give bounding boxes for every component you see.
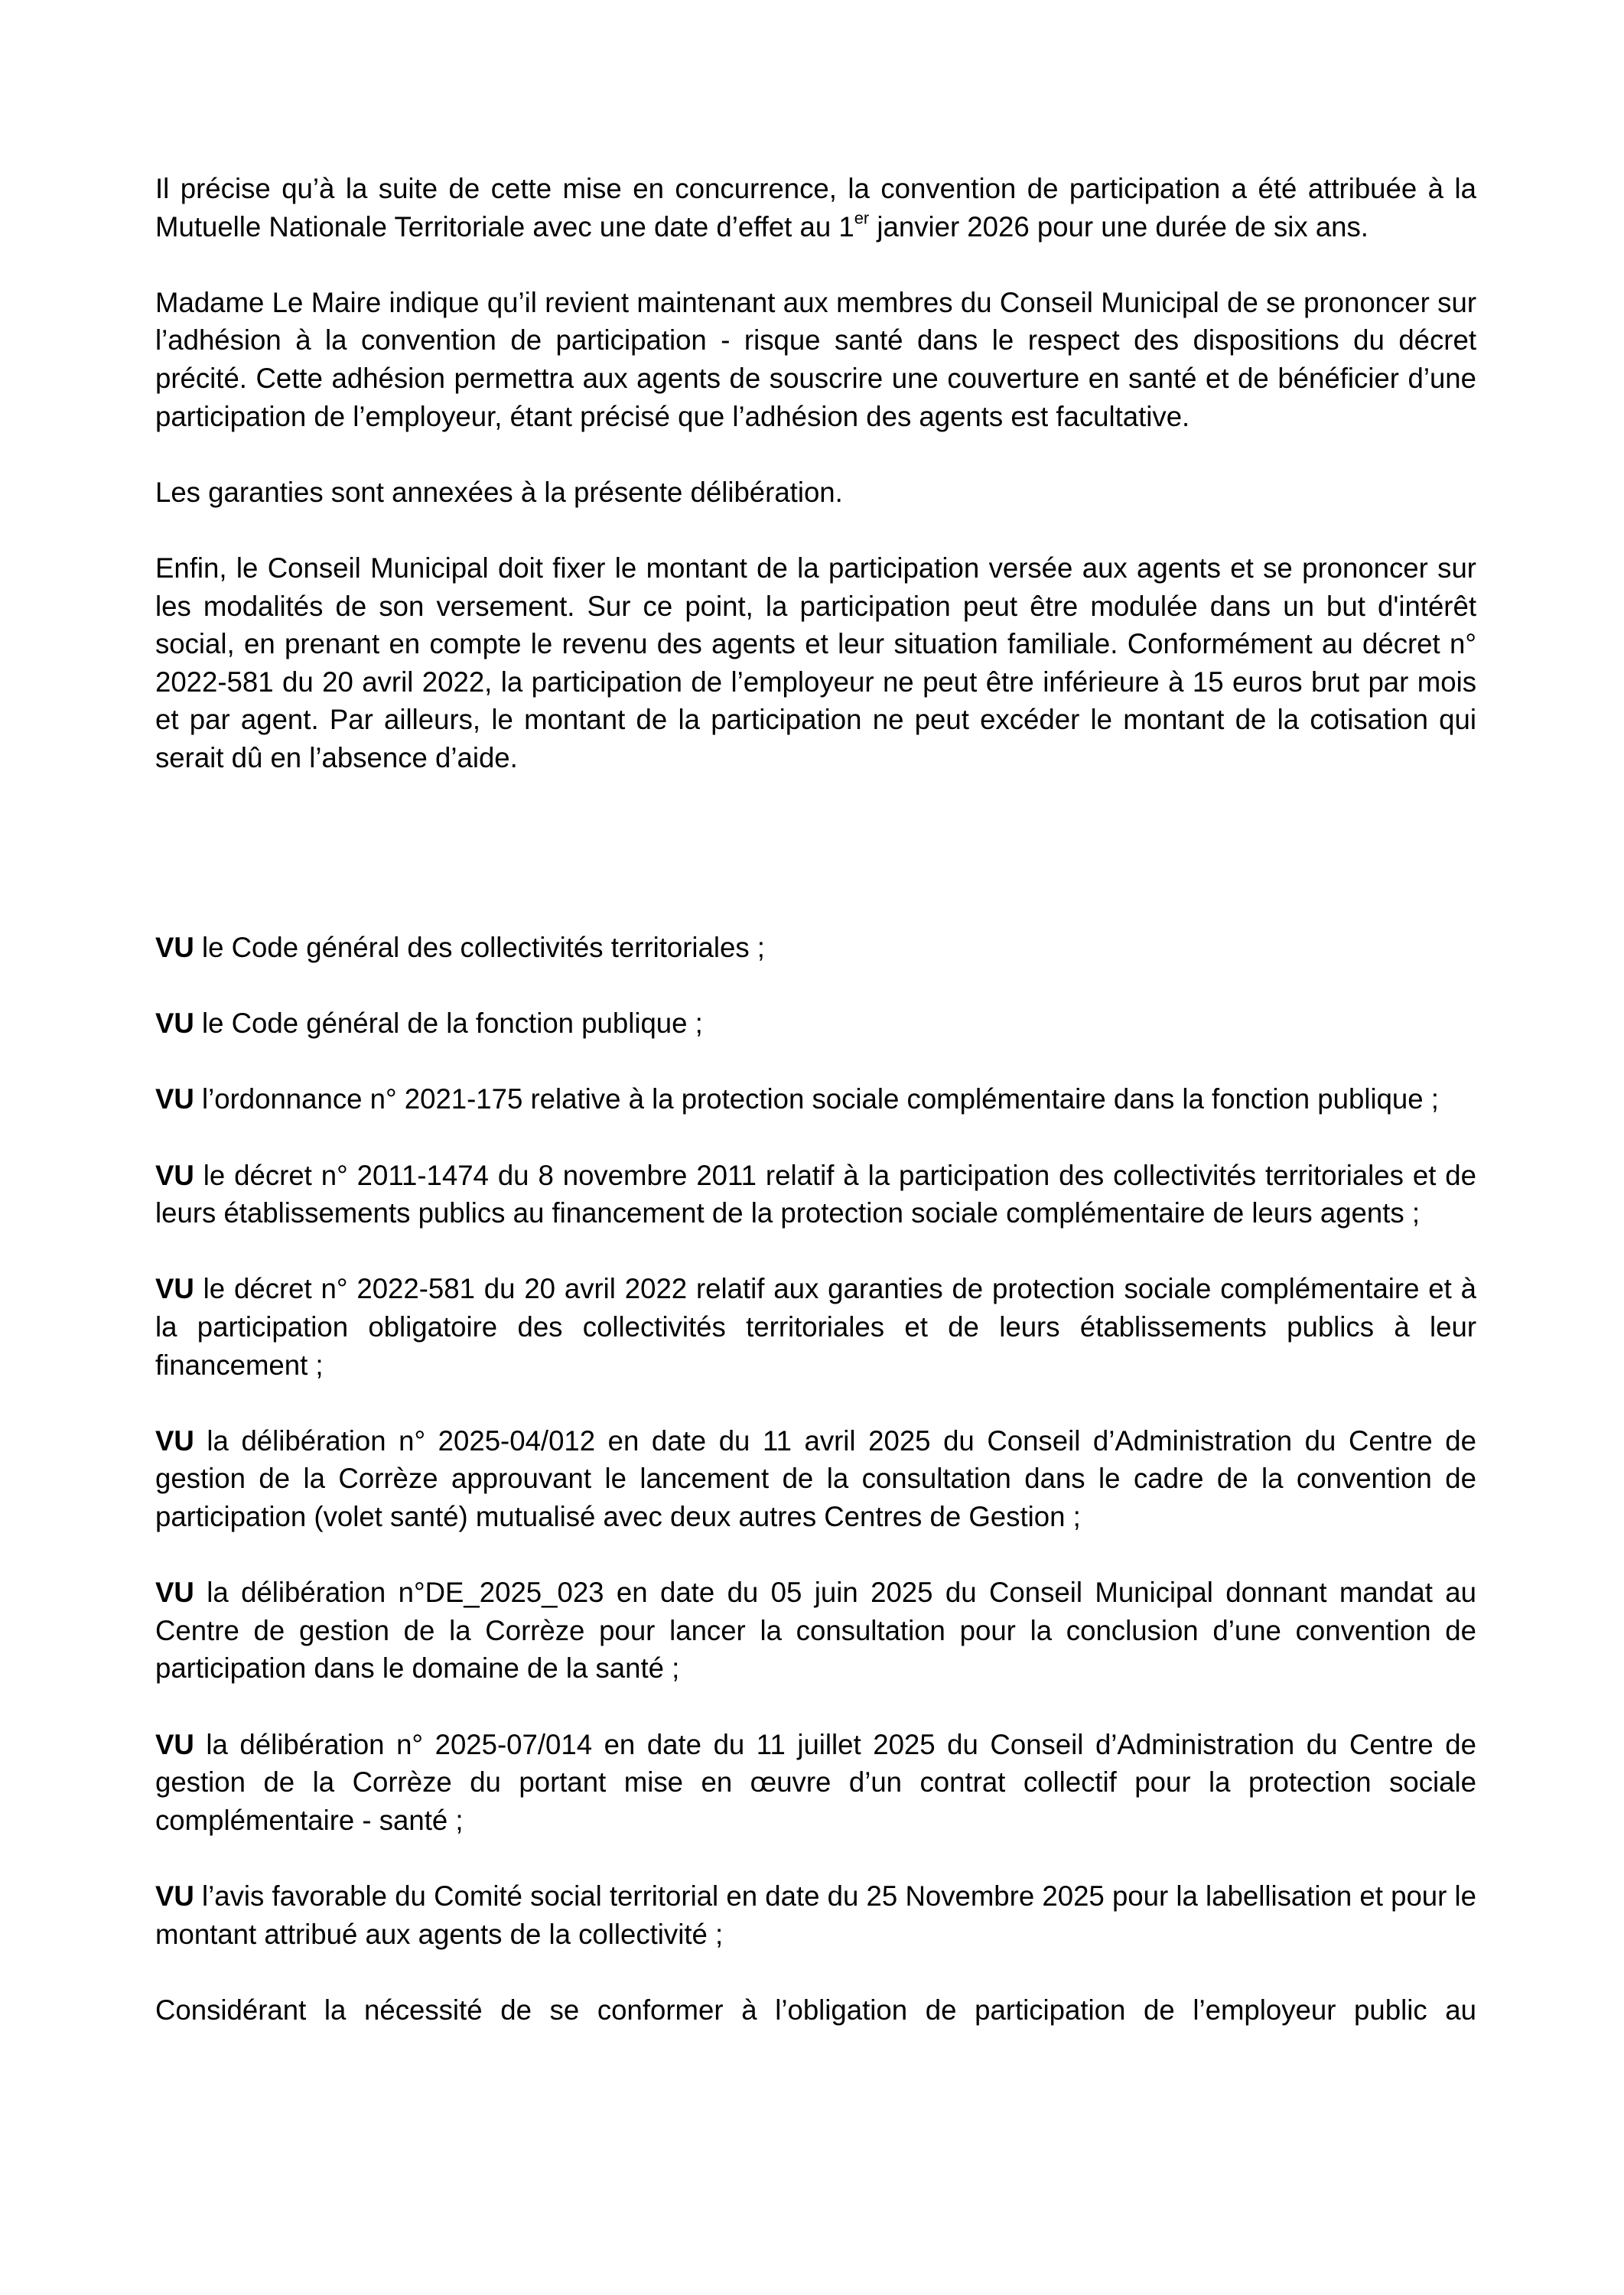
considerant-paragraph: Considérant la nécessité de se conformer à l’obligation de participation de l’employeur public au bbox=[155, 1994, 1476, 2026]
vu-label: VU bbox=[155, 1008, 194, 1040]
vu-text: l’avis favorable du Comité social territorial en date du 25 Novembre 2025 pour la labellisation et pour le montant attribué aux agents de la collectivité ; bbox=[155, 1880, 1476, 1950]
attribution-text-end: janvier 2026 pour une durée de six ans. bbox=[869, 210, 1369, 243]
ordinal-superscript: er bbox=[854, 208, 870, 228]
vu-label: VU bbox=[155, 1728, 194, 1760]
vu-item bbox=[155, 1080, 1476, 1118]
vu-label: VU bbox=[155, 1424, 194, 1457]
vu-text: la délibération n°DE_2025_023 en date du 05 juin 2025 du Conseil Municipal donnant mandat au Centre de gestion de la Corrèze pour lancer la consultation pour la conclusion d’une convention de participation dans le domaine de la santé ; bbox=[155, 1577, 1476, 1685]
vu-label: VU bbox=[155, 1577, 194, 1609]
vu-item bbox=[155, 1726, 1476, 1840]
vu-text: la délibération n° 2025-04/012 en date du 11 avril 2025 du Conseil d’Administration du Centre de gestion de la Corrèze approuvant le lancement de la consultation dans le cadre de la convention de participation (volet santé) mutualisé avec deux autres Centres de Gestion ; bbox=[155, 1424, 1476, 1532]
vu-label: VU bbox=[155, 1880, 194, 1912]
vu-text: le Code général de la fonction publique ; bbox=[194, 1008, 703, 1040]
document-page bbox=[155, 170, 1476, 2067]
vu-item bbox=[155, 1422, 1476, 1536]
intro-paragraph-adhesion: Madame Le Maire indique qu’il revient maintenant aux membres du Conseil Municipal de se prononcer sur l’adhésion à la convention de participation - risque santé dans le respect des dispositions du décret précité. Cette adhésion permettra aux agents de souscrire une couverture en santé et de bénéficier d’une participation de l’employeur, étant précisé que l’adhésion des agents est facultative. bbox=[155, 286, 1476, 432]
vu-item bbox=[155, 1574, 1476, 1688]
vu-label: VU bbox=[155, 1083, 194, 1115]
vu-text: le décret n° 2022-581 du 20 avril 2022 relatif aux garanties de protection sociale complémentaire et à la participation obligatoire des collectivités territoriales et de leurs établissements publics à leur financement ; bbox=[155, 1273, 1476, 1381]
intro-paragraph-garanties: Les garanties sont annexées à la présente délibération. bbox=[155, 476, 843, 508]
vu-label: VU bbox=[155, 1159, 194, 1191]
vu-item bbox=[155, 929, 1476, 967]
attribution-text-start: Il précise qu’à la suite de cette mise en concurrence, la convention de participation a été attribuée à la Mutuelle Nationale Territoriale avec une date d’effet au 1 bbox=[155, 173, 1476, 243]
vu-item bbox=[155, 1877, 1476, 1953]
vu-label: VU bbox=[155, 932, 194, 964]
vu-text: le Code général des collectivités territoriales ; bbox=[194, 932, 765, 964]
vu-label: VU bbox=[155, 1273, 194, 1305]
vu-item bbox=[155, 1004, 1476, 1043]
intro-paragraph-attribution bbox=[155, 170, 1476, 246]
intro-paragraph-montant: Enfin, le Conseil Municipal doit fixer le montant de la participation versée aux agents et se prononcer sur les modalités de son versement. Sur ce point, la participation peut être modulée dans un but d'intérêt social, en prenant en compte le revenu des agents et leur situation familiale. Conformément au décret n° 2022-581 du 20 avril 2022, la participation de l’employeur ne peut être inférieure à 15 euros brut par mois et par agent. Par ailleurs, le montant de la participation ne peut excéder le montant de la cotisation qui serait dû en l’absence d’aide. bbox=[155, 552, 1476, 773]
section-spacer bbox=[155, 815, 1476, 929]
vu-text: la délibération n° 2025-07/014 en date du 11 juillet 2025 du Conseil d’Administration du Centre de gestion de la Corrèze du portant mise en œuvre d’un contrat collectif pour la protection sociale complémentaire - santé ; bbox=[155, 1728, 1476, 1836]
vu-item bbox=[155, 1157, 1476, 1232]
vu-item bbox=[155, 1270, 1476, 1384]
vu-text: le décret n° 2011-1474 du 8 novembre 2011 relatif à la participation des collectivités territoriales et de leurs établissements publics au financement de la protection sociale complémentaire de leurs agents ; bbox=[155, 1159, 1476, 1229]
vu-text: l’ordonnance n° 2021-175 relative à la protection sociale complémentaire dans la fonction publique ; bbox=[194, 1083, 1439, 1115]
